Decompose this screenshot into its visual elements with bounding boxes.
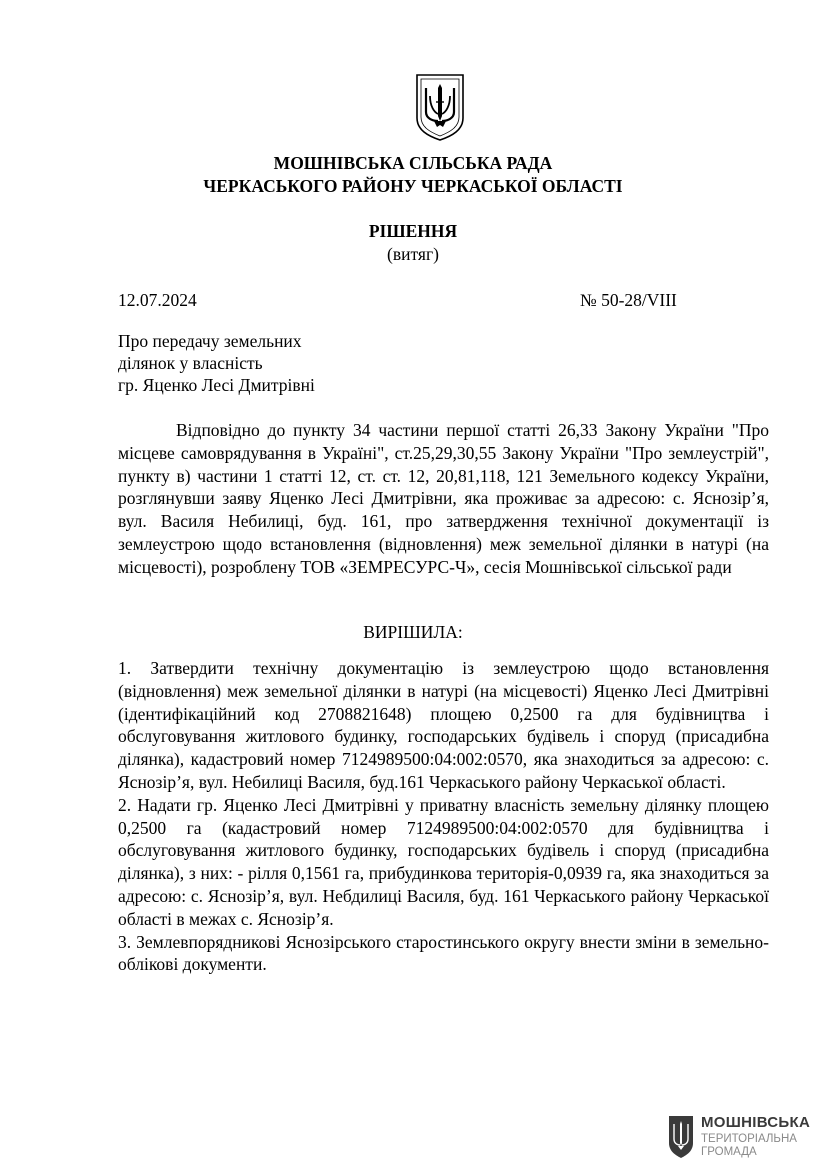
preamble-paragraph: Відповідно до пункту 34 частини першої статті 26,33 Закону України "Про місцеве самоврядування в Україні", ст.25,29,30,55 Закону України "Про землеустрій", пункту в) частини 1 статті 12, ст. ст. 12, 20,81,118, 121 Земельного кодексу України, розглянувши заяву Яценко Лесі Дмитрівни, яка проживає за адресою: с. Яснозір’я, вул. Василя Небилиці, буд. 161, про затвердження технічної документації із землеустрою щодо встановлення (відновлення) меж земельної ділянки в натурі (на місцевості), розроблену ТОВ «ЗЕМРЕСУРС-Ч», сесія Мошнівської сільської ради [118, 420, 769, 577]
decision-item: 3. Землевпорядникові Яснозірського старостинського округу внести зміни в земельно-облікові документи. [118, 931, 769, 975]
logo-subtitle [701, 1133, 797, 1159]
document-title: РІШЕННЯ [368, 221, 458, 241]
decision-items [118, 657, 769, 976]
document-date: 12.07.2024 [118, 290, 197, 310]
trident-logo-icon [668, 1115, 694, 1159]
subject-line: гр. Яценко Лесі Дмитрівні [118, 375, 315, 395]
logo-subtitle-line: ТЕРИТОРІАЛЬНА [701, 1133, 797, 1145]
logo-subtitle-line: ГРОМАДА [701, 1146, 757, 1158]
community-logo [668, 1113, 811, 1165]
subject-line: ділянок у власність [118, 353, 263, 373]
document-subject [118, 330, 315, 396]
decision-heading: ВИРІШИЛА: [363, 622, 463, 642]
document-number: № 50-28/VIII [580, 290, 677, 310]
document-subtitle: (витяг) [387, 244, 439, 264]
decision-item: 1. Затвердити технічну документацію із землеустрою щодо встановлення (відновлення) меж земельної ділянки в натурі (на місцевості) Яценко Лесі Дмитрівні (ідентифікаційний код 2708821648) площею 0,2500 га для будівництва і обслуговування житлового будинку, господарських будівель і споруд (присадибна ділянка), кадастровий номер 7124989500:04:002:0570, яка знаходиться за адресою: с. Яснозір’я, вул. Небилиці Василя, буд.161 Черкаського району Черкаської області. [118, 658, 769, 792]
logo-title: МОШНІВСЬКА [701, 1114, 811, 1131]
org-name: МОШНІВСЬКА СІЛЬСЬКА РАДА [273, 153, 553, 173]
decision-item: 2. Надати гр. Яценко Лесі Дмитрівні у приватну власність земельну ділянку площею 0,2500 га (кадастровий номер 7124989500:04:002:0570 для будівництва і обслуговування житлового будинку, господарських будівель і споруд (присадибна ділянка), з них: - рілля 0,1561 га, прибудинкова територія-0,0939 га, яка знаходиться за адресою: с. Яснозір’я, вул. Небдилиці Василя, буд. 161 Черкаського району Черкаської області в межах с. Яснозір’я. [118, 794, 769, 929]
ukraine-trident-icon [414, 72, 466, 142]
subject-line: Про передачу земельних [118, 331, 302, 351]
org-region: ЧЕРКАСЬКОГО РАЙОНУ ЧЕРКАСЬКОЇ ОБЛАСТІ [203, 176, 623, 196]
